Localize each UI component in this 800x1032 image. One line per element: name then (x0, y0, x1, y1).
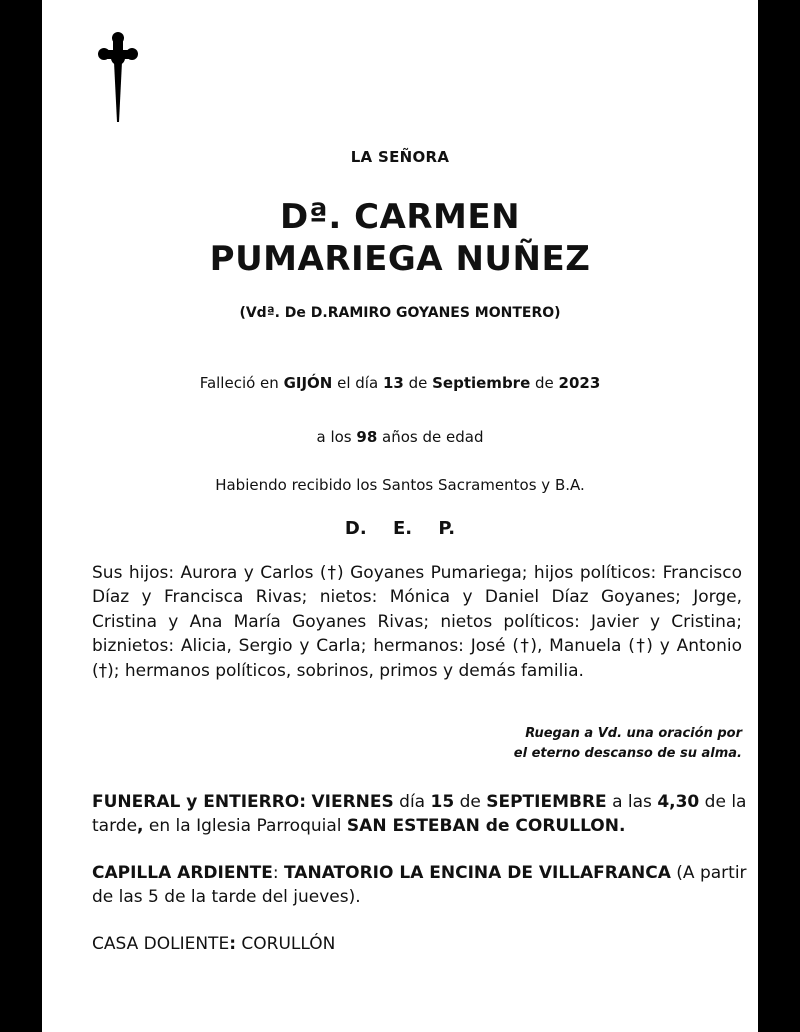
prayer-line-2: el eterno descanso de su alma. (513, 746, 742, 761)
cross-icon (96, 30, 140, 122)
funeral-time: 4,30 (657, 792, 700, 812)
funeral-text-5: en la Iglesia Parroquial (143, 816, 347, 836)
death-text-1: el día (332, 374, 383, 392)
death-year: 2023 (558, 374, 601, 392)
age-suffix: años de edad (377, 428, 484, 446)
funeral-month: SEPTIEMBRE (486, 792, 607, 812)
funeral-comma: , (137, 816, 144, 836)
prayer-note (342, 724, 742, 764)
death-text-2: de (403, 374, 433, 392)
casa-paragraph (92, 932, 748, 956)
death-month: Septiembre (432, 374, 531, 392)
capilla-note: (A partir de las 5 de la tarde del jueves). (92, 863, 747, 907)
casa-colon: : (229, 934, 236, 954)
casa-place: CORULLÓN (241, 934, 336, 954)
age-line (42, 428, 758, 446)
funeral-text-2: de (454, 792, 487, 812)
death-day: 13 (382, 374, 404, 392)
casa-label: CASA DOLIENTE (92, 934, 230, 954)
deceased-name (42, 196, 758, 280)
name-line-1: Dª. CARMEN (279, 197, 521, 237)
age-prefix: a los (316, 428, 357, 446)
title-small: LA SEÑORA (350, 148, 450, 166)
funeral-paragraph (92, 790, 748, 838)
obituary-sheet (42, 0, 758, 1032)
funeral-text-4: de la tarde (92, 792, 747, 836)
funeral-label: FUNERAL y ENTIERRO: (92, 792, 307, 812)
capilla-paragraph (92, 861, 748, 909)
funeral-day-name: VIERNES (311, 792, 394, 812)
capilla-label: CAPILLA ARDIENTE (92, 863, 273, 883)
dep-line: D. E. P. (344, 518, 456, 539)
age-value: 98 (356, 428, 378, 446)
funeral-text-3: a las (606, 792, 658, 812)
death-text-3: de (530, 374, 559, 392)
capilla-colon: : (272, 863, 279, 883)
family-paragraph: Sus hijos: Aurora y Carlos (†) Goyanes Pumariega; hijos políticos: Francisco Díaz y Francisca Rivas; nietos: Mónica y Daniel Díaz Goyanes; Jorge, Cristina y Ana María Goyanes Rivas; nietos políticos: Javier y Cristina; biznietos: Alicia, Sergio y Carla; hermanos: José (†), Manuela (†) y Antonio (†); hermanos políticos, sobrinos, primos y demás familia. (92, 563, 742, 681)
capilla-place: TANATORIO LA ENCINA DE VILLAFRANCA (284, 863, 671, 883)
sacraments-line: Habiendo recibido los Santos Sacramentos y B.A. (215, 476, 585, 494)
name-line-2: PUMARIEGA NUÑEZ (209, 239, 591, 279)
widow-note: (Vdª. De D.RAMIRO GOYANES MONTERO) (239, 305, 561, 321)
funeral-text-1: día (393, 792, 431, 812)
death-line (42, 374, 758, 392)
prayer-line-1: Ruegan a Vd. una oración por (525, 726, 742, 741)
funeral-day: 15 (430, 792, 455, 812)
funeral-church: SAN ESTEBAN de CORULLON. (346, 816, 626, 836)
death-prefix: Falleció en (199, 374, 284, 392)
death-place: GIJÓN (283, 374, 333, 392)
